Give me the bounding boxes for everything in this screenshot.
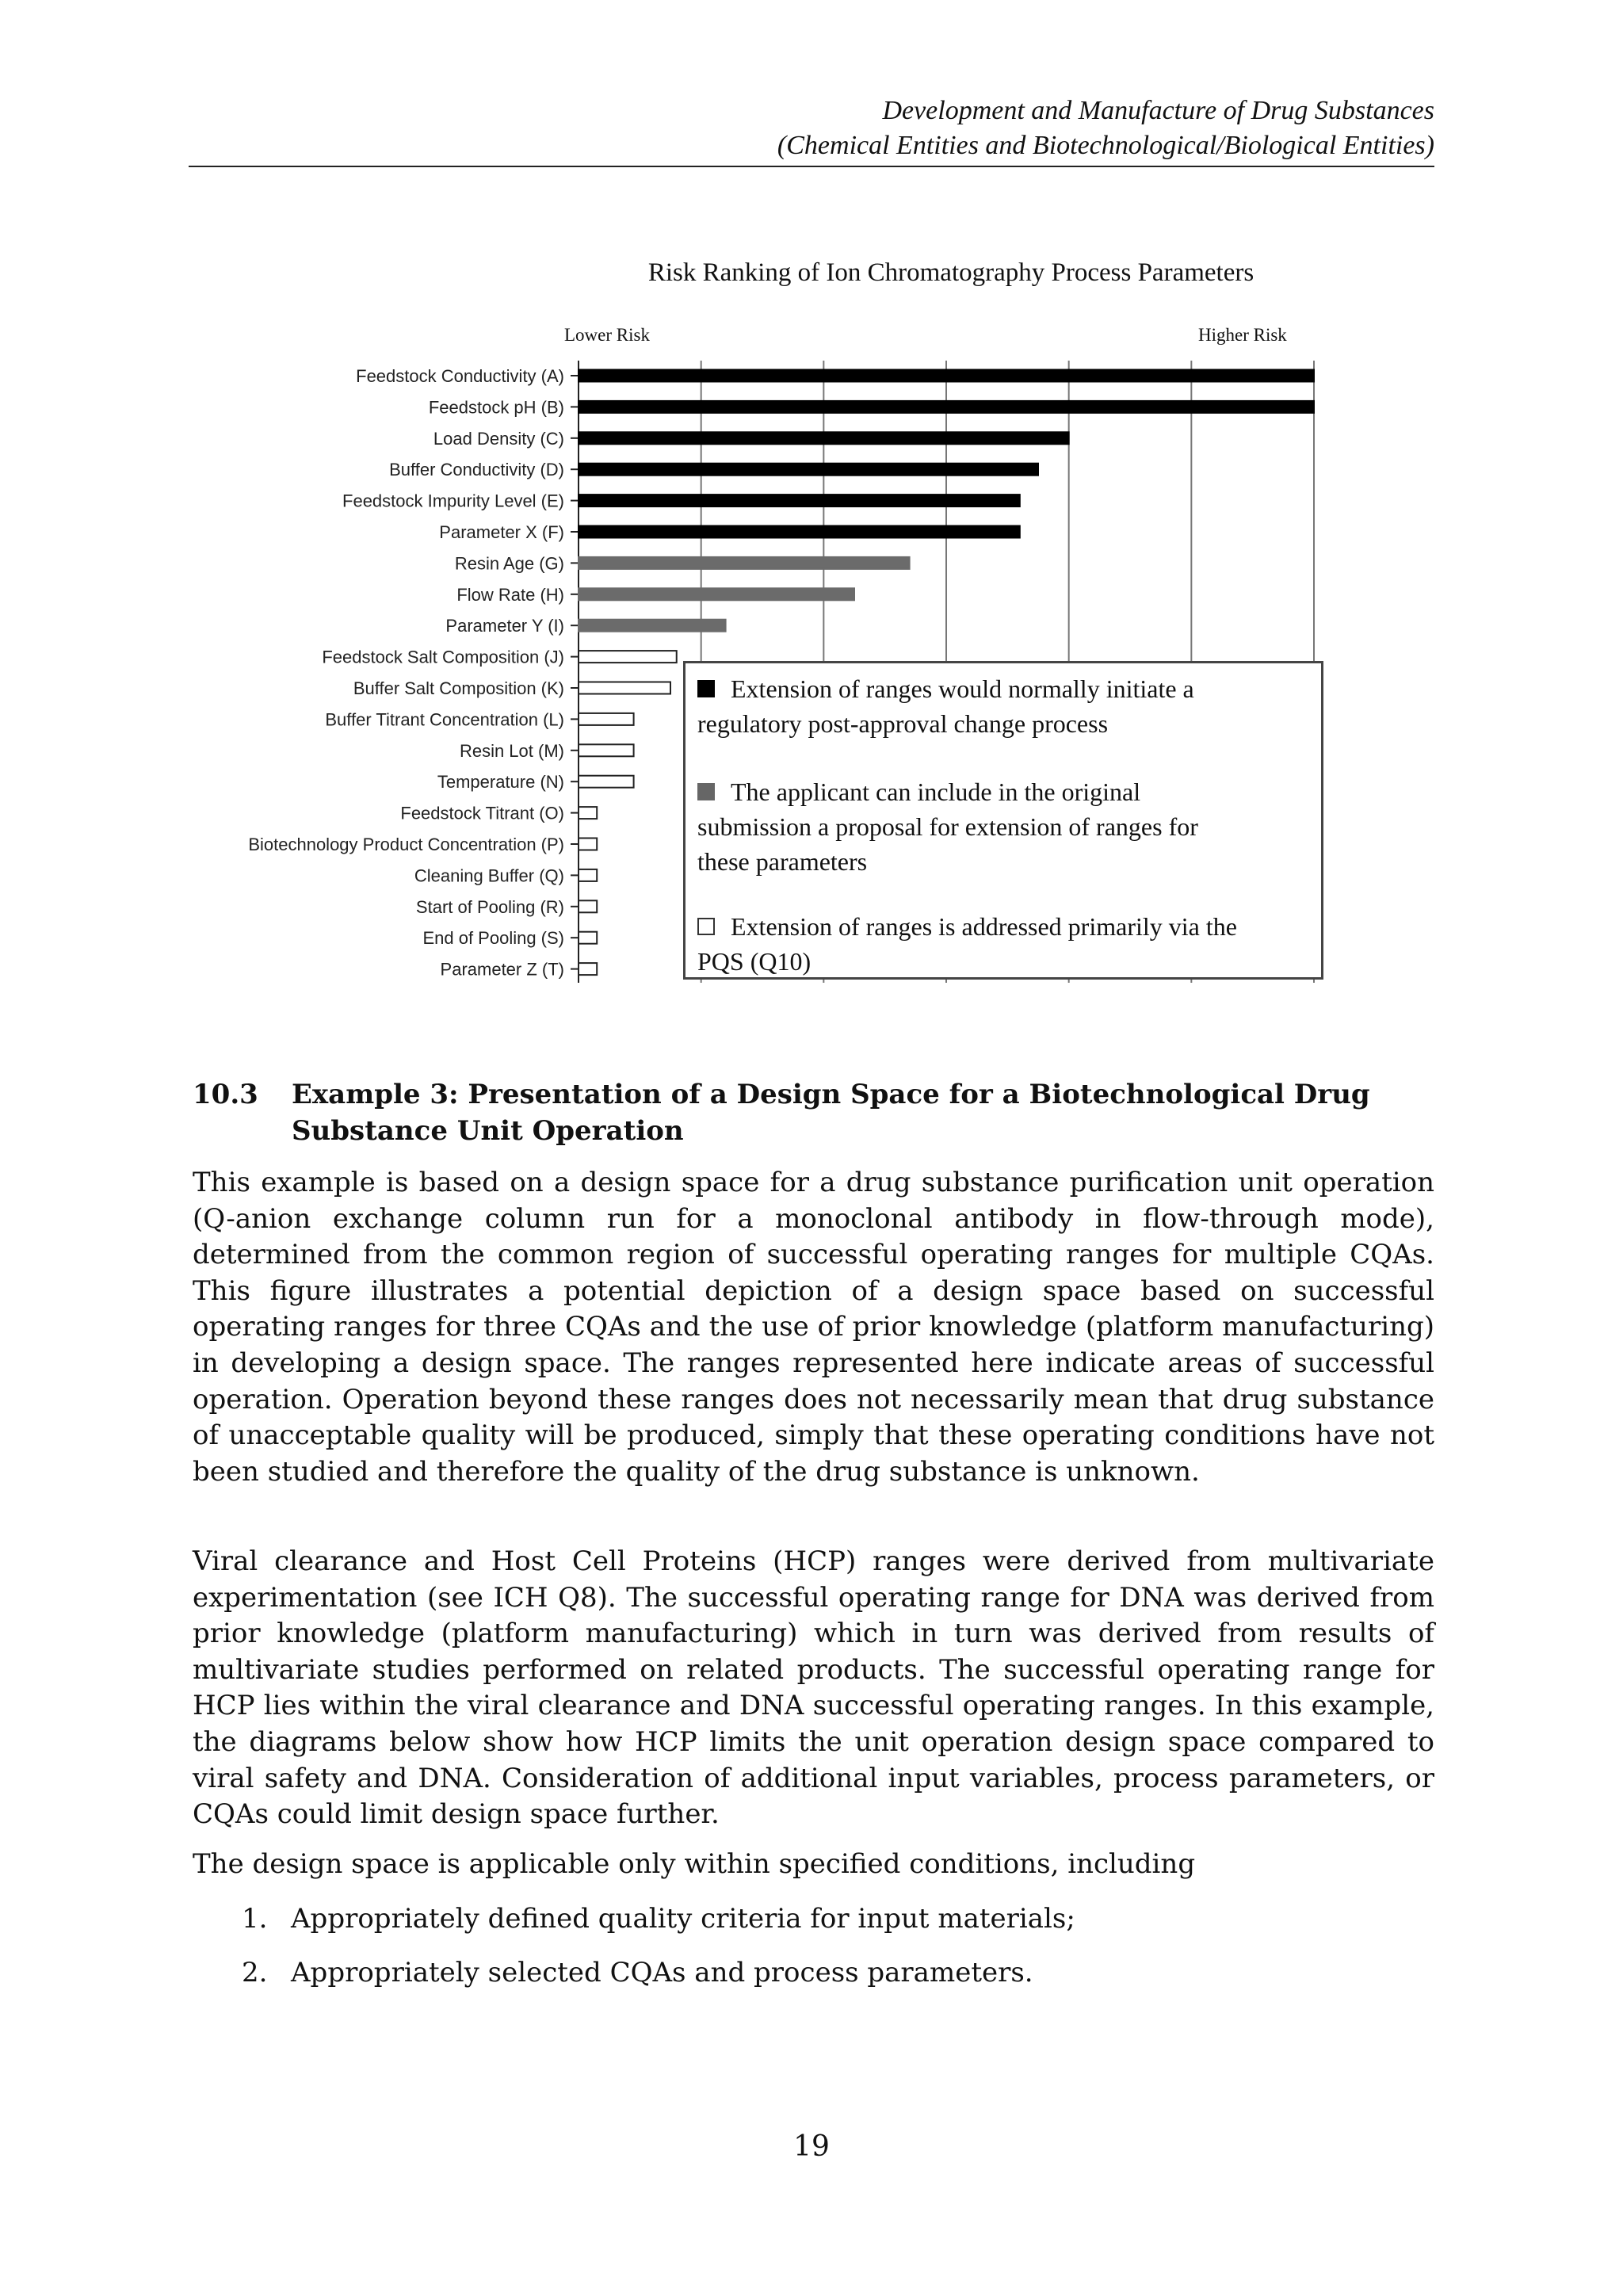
- category-label: Temperature (N): [437, 772, 564, 793]
- category-label: Resin Age (G): [454, 553, 564, 574]
- legend-text: Extension of ranges would normally initiate a: [731, 674, 1194, 703]
- list-number: 2.: [242, 1957, 268, 1988]
- bar-white: [579, 839, 597, 850]
- chart-title: Risk Ranking of Ion Chromatography Process Parameters: [647, 258, 1254, 287]
- bar-white: [579, 682, 670, 694]
- paragraph-3: The design space is applicable only within specified conditions, including: [193, 1848, 1196, 1880]
- legend-text: The applicant can include in the original: [731, 777, 1141, 806]
- list-text: Appropriately defined quality criteria for input materials;: [291, 1903, 1075, 1935]
- legend-swatch-gray: [697, 783, 715, 800]
- bar-white: [579, 963, 597, 975]
- bar-white: [579, 900, 597, 912]
- lower-risk-label: Lower Risk: [564, 325, 650, 345]
- bar-black: [579, 464, 1038, 476]
- chart-legend: [683, 661, 1323, 980]
- bar-black: [579, 401, 1314, 413]
- list-item: [193, 1954, 1434, 1991]
- bar-black: [579, 370, 1314, 382]
- list-number: 1.: [242, 1903, 268, 1935]
- category-label: Parameter Z (T): [440, 959, 564, 980]
- legend-item-gray: [697, 774, 1308, 879]
- legend-text: submission a proposal for extension of ranges for: [697, 812, 1198, 841]
- category-label: Buffer Titrant Concentration (L): [325, 709, 564, 730]
- category-label: Feedstock Impurity Level (E): [342, 491, 564, 511]
- legend-item-white: [697, 909, 1308, 979]
- bar-gray: [579, 620, 726, 632]
- paragraph-1: This example is based on a design space for a drug substance purification unit operation (Q-anion exchange column run for a monoclonal antibody in flow-through mode), determined from the common region of successful operating ranges for multiple CQAs. This figure illustrates a potential depiction of a design space based on successful operating ranges for three CQAs and the use of prior knowledge (platform manufacturing) in developing a design space. The ranges represented here indicate areas of successful operation. Operation beyond these ranges does not necessarily mean that drug substance of unacceptable quality will be produced, simply that these operating conditions have not been studied and therefore the quality of the drug substance is unknown.: [193, 1167, 1434, 1488]
- bar-white: [579, 932, 597, 944]
- legend-text: these parameters: [697, 847, 868, 876]
- category-label: Cleaning Buffer (Q): [414, 865, 564, 886]
- category-label: Load Density (C): [433, 428, 564, 449]
- section-title: Example 3: Presentation of a Design Space for a Biotechnological Drug Substance Unit Operation: [292, 1079, 1370, 1147]
- bar-white: [579, 713, 634, 725]
- category-label: Biotechnology Product Concentration (P): [248, 835, 564, 854]
- bar-white: [579, 869, 597, 881]
- bar-gray: [579, 557, 910, 569]
- category-label: Feedstock Conductivity (A): [356, 366, 564, 386]
- legend-text: regulatory post-approval change process: [697, 709, 1109, 738]
- list-text: Appropriately selected CQAs and process parameters.: [291, 1957, 1033, 1988]
- category-label: Feedstock pH (B): [428, 397, 564, 418]
- bar-white: [579, 776, 634, 788]
- section-number: 10.3: [193, 1079, 258, 1110]
- page-number: 19: [793, 2130, 830, 2163]
- section-heading: [193, 1076, 1434, 1149]
- legend-item-black: [697, 671, 1308, 741]
- category-label: Parameter Y (I): [445, 616, 564, 636]
- category-label: Parameter X (F): [439, 522, 564, 542]
- category-label: Buffer Salt Composition (K): [353, 678, 564, 698]
- category-label: Feedstock Titrant (O): [400, 803, 564, 823]
- higher-risk-label: Higher Risk: [1198, 325, 1287, 345]
- bar-white: [579, 744, 634, 756]
- legend-text: Extension of ranges is addressed primarily via the: [731, 912, 1237, 941]
- bar-white: [579, 807, 597, 819]
- bar-black: [579, 432, 1069, 444]
- bar-black: [579, 495, 1020, 506]
- header-line-2: (Chemical Entities and Biotechnological/Biological Entities): [777, 131, 1434, 160]
- header-line-1: Development and Manufacture of Drug Substances: [882, 96, 1434, 125]
- category-label: Feedstock Salt Composition (J): [322, 647, 564, 667]
- legend-text: PQS (Q10): [697, 947, 812, 976]
- category-label: Resin Lot (M): [459, 740, 564, 761]
- category-label: End of Pooling (S): [422, 928, 564, 949]
- paragraph-2: Viral clearance and Host Cell Proteins (HCP) ranges were derived from multivariate experimentation (see ICH Q8). The successful operating range for DNA was derived from prior knowledge (platform manufacturing) which in turn was derived from results of multivariate studies performed on related products. The successful operating range for HCP lies within the viral clearance and DNA successful operating ranges. In this example, the diagrams below show how HCP limits the unit operation design space compared to viral safety and DNA. Consideration of additional input variables, process parameters, or CQAs could limit design space further.: [193, 1545, 1434, 1831]
- category-label: Buffer Conductivity (D): [389, 460, 564, 480]
- legend-swatch-black: [697, 680, 715, 697]
- category-label: Start of Pooling (R): [415, 896, 564, 917]
- bar-gray: [579, 588, 854, 600]
- list-item: [193, 1901, 1434, 1937]
- legend-swatch-white: [697, 918, 715, 935]
- bar-black: [579, 526, 1020, 538]
- category-label: Flow Rate (H): [456, 584, 564, 605]
- bar-white: [579, 651, 677, 663]
